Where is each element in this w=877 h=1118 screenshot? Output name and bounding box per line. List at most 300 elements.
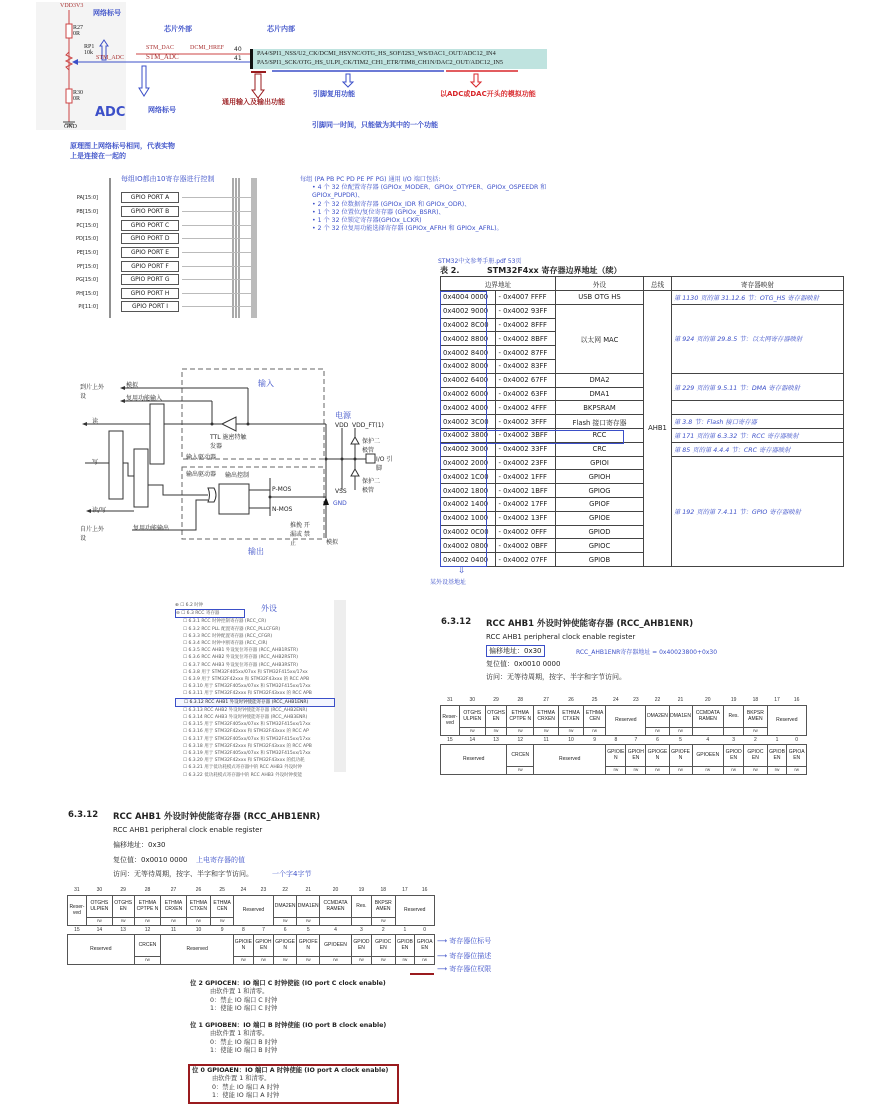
bit-field: Res. [351, 895, 371, 917]
addr-start: 0x4002 8800 [441, 332, 496, 346]
bit-number: 21 [305, 887, 311, 894]
pin-row-pa5: PA5/SPI1_SCK/OTG_HS_ULPI_CK/TIM2_CH1_ETR/TIM8_CH1N/DAC2_OUT/ADC12_IN5 [257, 59, 504, 66]
bit-field: GPIOH EN [626, 744, 646, 766]
manual-source-note: STM32中文参考手册.pdf 53页 [438, 258, 522, 265]
section-top-subtitle: RCC AHB1 peripheral clock enable register [486, 633, 636, 641]
section-bottom-subtitle: RCC AHB1 peripheral clock enable register [113, 826, 263, 834]
io-ttl: TTL 施密特触发器 [210, 434, 247, 450]
tree-item[interactable]: ☐ 6.3.19 用于 STM32F405xx/07xx 和 STM32F415xx/17xx [183, 751, 311, 757]
section-bottom-reset-note: 上电寄存器的值 [196, 856, 245, 864]
bit-access: rw [274, 917, 297, 925]
header-boundary: 边界地址 [441, 277, 556, 291]
bit-access: rw [186, 917, 211, 925]
bit-field: GPIOA EN [415, 934, 435, 956]
io-pin-label: I/O 引脚 [376, 456, 393, 472]
tree-item-rcc-registers[interactable]: ⊖ ☐ 6.3 RCC 寄存器 [175, 609, 245, 618]
table-row [441, 304, 844, 318]
bit-field: Reserved [767, 705, 806, 735]
register-bit-table-bottom [67, 886, 435, 965]
bit-access: rw [692, 766, 724, 774]
bus-cell: AHB1 [644, 291, 672, 567]
addr-start: 0x4002 1C00 [441, 470, 496, 484]
bit-field: Reserved [606, 705, 646, 735]
gpio-pins-pc: PC[15:0] [76, 223, 98, 229]
bit-number: 27 [543, 697, 549, 704]
peripheral: CRC [556, 442, 644, 456]
bit-access: rw [583, 727, 605, 735]
gpio-port-g: GPIO PORT G [121, 274, 179, 285]
bit-field: DMA2EN [646, 705, 669, 727]
bit-access: rw [724, 766, 744, 774]
bit-number: 18 [752, 697, 759, 704]
header-register-map: 寄存器映射 [672, 277, 844, 291]
addr-start: 0x4002 2000 [441, 456, 496, 470]
peripheral: GPIOI [556, 456, 644, 470]
alt-function-label: 引脚复用功能 [313, 90, 355, 98]
addr-end: - 0x4002 0BFF [496, 539, 556, 553]
section-bottom-offset: 偏移地址：0x30 [113, 841, 166, 849]
tree-item[interactable]: ☐ 6.3.13 RCC AHB2 外设时钟使能寄存器 (RCC_AHB2ENR) [183, 707, 308, 713]
gpio-port-h: GPIO PORT H [121, 288, 179, 299]
bit-field: GPIOD EN [351, 934, 371, 956]
bit-access: rw [320, 956, 352, 964]
bit-field: BKPSR AMEN [371, 895, 395, 917]
addr-start: 0x4002 3000 [441, 442, 496, 456]
addr-start: 0x4002 0800 [441, 539, 496, 553]
peripheral: BKPSRAM [556, 401, 644, 415]
gpio-arrow [182, 306, 252, 307]
bit-access [692, 727, 724, 735]
bit-desc-line: 1：使能 IO 端口 B 时钟 [210, 1047, 278, 1055]
rp1-value: 10k [84, 50, 93, 56]
bit-field: DMA1EN [297, 895, 320, 917]
bit-access: rw [669, 766, 692, 774]
tree-item[interactable]: ☐ 6.3.15 用于 STM32F405xx/07xx 和 STM32F415xx/17xx [183, 722, 311, 728]
bit-desc-line: 由软件置 1 和清零。 [210, 1030, 269, 1038]
r27-value: 0R [73, 31, 81, 37]
bit-field: BKPSR AMEN [744, 705, 767, 727]
addr-end: - 0x4002 1BFF [496, 484, 556, 498]
bit-desc-line: 由软件置 1 和清零。 [210, 988, 269, 996]
arrow-right-icon: ⟶ [437, 937, 450, 945]
net-stm-adc-left: STM_ADC [96, 55, 125, 61]
bit-number: 19 [358, 887, 365, 894]
bit-field: OTGHS EN [112, 895, 134, 917]
io-vdd: VDD [335, 422, 349, 429]
table-header-row [441, 277, 844, 291]
gpio-arrow [182, 252, 252, 253]
bit-field: Reserved [395, 895, 435, 925]
tree-item[interactable]: ☐ 6.3.7 RCC AHB3 外设复位寄存器 (RCC_AHB3RSTR) [183, 662, 298, 668]
addr-start: 0x4002 9000 [441, 304, 496, 318]
bit-field: CRCEN [134, 934, 161, 956]
table-row [441, 291, 844, 305]
bit-number: 3 [732, 736, 736, 743]
analog-function-label: 以ADC或DAC开头的模拟功能 [440, 90, 536, 98]
base-address-note: 某外设基地址 [430, 579, 467, 586]
io-alt-out: 复用功能输出 [133, 525, 170, 532]
tree-item[interactable]: ☐ 6.3.10 用于 STM32F405xx/07xx 和 STM32F415xx/17xx [183, 684, 311, 690]
bit-access: rw [669, 727, 692, 735]
gpio-pins-pf: PF[15:0] [76, 264, 98, 270]
addr-end: - 0x4002 3FFF [496, 415, 556, 429]
gpio-pins-pi: PI[11:0] [78, 304, 98, 310]
down-arrow-icon: ⇩ [458, 566, 466, 576]
bit-number: 24 [240, 887, 247, 894]
io-protect-diode-bottom: 保护二极管 [362, 478, 381, 494]
bit-number: 27 [170, 887, 177, 894]
bit-field: Reserved [161, 934, 233, 964]
bit-desc-line: 由软件置 1 和清零。 [212, 1075, 271, 1083]
bit-field: CRCEN [507, 744, 534, 766]
io-vss: VSS [335, 488, 347, 495]
adc-big-label: ADC [95, 105, 126, 120]
addr-start: 0x4002 8C00 [441, 318, 496, 332]
bit-field: GPIOGE N [274, 934, 297, 956]
addr-start: 0x4002 3800 [441, 428, 496, 442]
bit-number: 22 [654, 697, 661, 704]
bit-access: rw [161, 917, 186, 925]
section-top-offset: 偏移地址：0x30 [486, 645, 545, 657]
table-row [441, 373, 844, 387]
bit-field: GPIOIE N [233, 934, 253, 956]
bit-desc-title: 位 1 GPIOBEN：IO 端口 B 时钟使能 (IO port B clock enable) [190, 1022, 387, 1029]
bit-number: 30 [469, 697, 476, 704]
bit-number: 11 [170, 926, 177, 933]
peripheral: 以太网 MAC [556, 304, 644, 373]
bit-number: 13 [493, 736, 499, 743]
io-power-label: 电源 [335, 411, 351, 420]
bit-field: ETHMA CTXEN [559, 705, 584, 727]
register-map-empty [672, 401, 844, 415]
register-map-link[interactable]: 第 171 页的第 6.3.32 节：RCC 寄存器映射 [672, 428, 844, 442]
peripheral: DMA2 [556, 373, 644, 387]
bit-number: 14 [469, 736, 476, 743]
table-caption: STM32F4xx 寄存器边界地址（续） [487, 266, 622, 275]
register-map-link[interactable]: 第 924 页的第 29.8.5 节：以太网寄存器映射 [672, 304, 844, 373]
peripheral: GPIOF [556, 497, 644, 511]
gpio-pins-ph: PH[15:0] [76, 291, 98, 297]
tree-item[interactable]: ☐ 6.3.6 RCC AHB2 外设复位寄存器 (RCC_AHB2RSTR) [183, 655, 298, 661]
bit-number: 15 [74, 926, 80, 933]
bit-access: rw [415, 956, 435, 964]
table-row [441, 415, 844, 429]
peripheral: DMA1 [556, 387, 644, 401]
section-top-addr-note: RCC_AHB1ENR寄存器地址 = 0x40023800+0x30 [576, 649, 718, 656]
tree-scrollbar[interactable] [334, 600, 346, 772]
bit-number: 20 [705, 697, 711, 704]
legend-bit-access [437, 964, 491, 974]
bit-access: rw [507, 766, 534, 774]
table-row [441, 442, 844, 456]
bit-field: CCMDATA RAMEN [692, 705, 724, 727]
io-read-write: 读/写 [92, 507, 107, 514]
bit-number: 28 [517, 697, 524, 704]
bit-field: ETHMA CRXEN [534, 705, 559, 727]
peripheral: GPIOB [556, 553, 644, 567]
bit-access: rw [233, 956, 253, 964]
bit-access: rw [606, 766, 626, 774]
section-bottom-access-note: 一个字4字节 [272, 870, 312, 878]
section-top-title: RCC AHB1 外设时钟使能寄存器 (RCC_AHB1ENR) [486, 619, 694, 629]
bit-access: rw [744, 727, 767, 735]
bit-field: GPIOD EN [724, 744, 744, 766]
bit-access: rw [371, 956, 395, 964]
tree-item[interactable]: ☐ 6.3.3 RCC 时钟配置寄存器 (RCC_CFGR) [183, 633, 273, 639]
bit-field: Reserved [441, 744, 507, 774]
addr-end: - 0x4002 87FF [496, 346, 556, 360]
gpio-arrow [182, 238, 252, 239]
bit-access: rw [371, 917, 395, 925]
tree-item-ahb1enr-selected[interactable]: ☐ 6.3.12 RCC AHB1 外设时钟使能寄存器 (RCC_AHB1ENR) [175, 698, 335, 707]
register-list-item: • 1 个 32 位置位/复位寄存器 (GPIOx_BSRR)、 [312, 208, 445, 216]
register-list-item: • 1 个 32 位锁定寄存器(GPIOx_LCKR) [312, 217, 422, 225]
bit-access: rw [646, 727, 669, 735]
addr-start: 0x4002 6000 [441, 387, 496, 401]
bit-field: DMA2EN [274, 895, 297, 917]
pin-function-box [250, 49, 547, 69]
section-bottom-access: 访问：无等待周期，按字、半字和字节访问。 [113, 870, 253, 878]
io-from-peripheral: 自片上外设 [80, 526, 105, 542]
addr-start: 0x4002 1000 [441, 511, 496, 525]
bit-field: OTGHS ULPIEN [459, 705, 485, 727]
io-input-driver: 输入驱动器 [186, 454, 217, 461]
io-pmos: P-MOS [272, 486, 292, 493]
gnd-label: GND [64, 124, 77, 130]
tree-item[interactable]: ⊕ ☐ 6.2 时钟 [175, 603, 204, 608]
bit-number: 7 [634, 736, 638, 743]
io-protect-diode-top: 保护二极管 [362, 438, 381, 454]
tree-item[interactable]: ☐ 6.3.2 RCC PLL 配置寄存器 (RCC_PLLCFGR) [183, 626, 281, 632]
section-bottom-number: 6.3.12 [68, 810, 99, 820]
bit-access: rw [351, 956, 371, 964]
bit-number: 17 [402, 887, 408, 894]
bit-number: 8 [614, 736, 618, 743]
bit-number: 3 [360, 926, 363, 933]
net-stm-dac: STM_DAC [146, 45, 175, 51]
rcc-row-highlight [440, 430, 624, 444]
bit-access: rw [395, 956, 415, 964]
gpio-port-c: GPIO PORT C [121, 220, 179, 231]
register-map-link[interactable]: 第 3.8 节：Flash 接口寄存器 [672, 415, 844, 429]
section-top-access: 访问：无等待周期，按字、半字和字节访问。 [486, 673, 626, 681]
gpio-pins-pg: PG[15:0] [75, 277, 98, 283]
addr-end: - 0x4002 0FFF [496, 525, 556, 539]
bit-field: ETHMA CPTPE N [507, 705, 534, 727]
gpio-function-label: 通用输入及输出功能 [222, 98, 285, 106]
bit-access [724, 727, 744, 735]
bit-access: rw [297, 956, 320, 964]
bit-number: 15 [447, 736, 453, 743]
bit-access: rw [744, 766, 767, 774]
bit-number: 2 [381, 926, 385, 933]
bit-access: rw [626, 766, 646, 774]
bit-field: CCMDATA RAMEN [320, 895, 352, 917]
addr-start: 0x4002 3C00 [441, 415, 496, 429]
net-label-annotation-top: 网络标号 [93, 9, 121, 17]
io-write: 写 [92, 459, 99, 466]
gpio-port-a: GPIO PORT A [121, 192, 179, 203]
addr-end: - 0x4002 07FF [496, 553, 556, 567]
gpio-pins-pb: PB[15:0] [76, 209, 98, 215]
bit-description-gpioben [190, 1022, 386, 1056]
gpio-pins-pe: PE[15:0] [76, 250, 98, 256]
peripheral: RCC [556, 428, 644, 442]
bit-number: 17 [774, 697, 780, 704]
addr-end: - 0x4002 93FF [496, 304, 556, 318]
table-row [441, 401, 844, 415]
legend-label: 寄存器位权限 [449, 965, 492, 973]
gpio-arrow [182, 197, 252, 198]
pin-number-40: 40 [234, 46, 242, 53]
addr-start: 0x4002 1400 [441, 497, 496, 511]
one-function-note: 引脚同一时间，只能做为其中的一个功能 [312, 121, 438, 129]
addr-end: - 0x4002 33FF [496, 442, 556, 456]
bit-number: 10 [568, 736, 574, 743]
legend-label: 寄存器位描述 [449, 952, 492, 960]
bit-number: 24 [613, 697, 619, 704]
bit-number: 31 [447, 697, 453, 704]
pin-number-41: 41 [234, 55, 242, 62]
bit-number: 8 [242, 926, 245, 933]
bit-number: 5 [679, 736, 682, 743]
gpio-port-b: GPIO PORT B [121, 206, 179, 217]
io-analog-bottom: 模拟 [326, 539, 339, 546]
bit-access: rw [507, 727, 534, 735]
peripheral: GPIOH [556, 470, 644, 484]
arrow-right-icon: ⟶ [437, 952, 450, 960]
bit-number: 14 [96, 926, 103, 933]
tree-item[interactable]: ☐ 6.3.1 RCC 时钟控制寄存器 (RCC_CR) [183, 619, 267, 625]
bit-field: ETHMA CPTPE N [134, 895, 161, 917]
net-stm-adc-right: STM_ADC [146, 53, 179, 61]
bit-field: GPIOEEN [692, 744, 724, 766]
bit-number: 9 [593, 736, 596, 743]
register-bit-table-top [440, 696, 807, 775]
net-dcmi-href: DCMI_HREF [190, 45, 225, 51]
tree-item[interactable]: ☐ 6.3.21 用于低功耗模式寄存器中的 RCC AHB3 外设时钟 [183, 765, 303, 771]
bit-desc-line: 0：禁止 IO 端口 C 时钟 [210, 996, 278, 1004]
bit-number: 12 [144, 926, 151, 933]
bit-number: 11 [543, 736, 549, 743]
addr-start: 0x4002 1800 [441, 484, 496, 498]
bit-number: 0 [795, 736, 799, 743]
bit-field: ETHMA CRXEN [161, 895, 186, 917]
register-map-link[interactable]: 第 192 页的第 7.4.11 节：GPIO 寄存器映射 [672, 456, 844, 566]
tree-item[interactable]: ☐ 6.3.11 用于 STM32F42xxx 和 STM32F43xxx 的 RCC APB [183, 691, 312, 697]
bit-field: GPIOFE N [297, 934, 320, 956]
gpio-arrow [182, 279, 252, 280]
bit-desc-line: 0：禁止 IO 端口 A 时钟 [212, 1083, 280, 1091]
bit-field: GPIOB EN [395, 934, 415, 956]
register-list-item: • 2 个 32 位复用功能选择寄存器 (GPIOx_AFRH 和 GPIOx_AFRL)。 [312, 225, 503, 233]
bit-desc-line: 1：使能 IO 端口 C 时钟 [210, 1005, 278, 1013]
r30-label: R30 [73, 90, 84, 96]
addr-end: - 0x4002 1FFF [496, 470, 556, 484]
io-gnd-label: GND [333, 500, 347, 507]
bit-description-gpiocen [190, 980, 386, 1014]
bit-access: rw [134, 917, 161, 925]
bit-description-gpioaen-highlight [188, 1064, 399, 1104]
bit-number: 30 [96, 887, 103, 894]
addr-end: - 0x4007 FFFF [496, 291, 556, 305]
bit-access: rw [211, 917, 234, 925]
bit-number: 16 [421, 887, 428, 894]
register-map-link[interactable]: 第 229 页的第 9.5.11 节：DMA 寄存器映射 [672, 373, 844, 401]
tree-item[interactable]: ☐ 6.3.14 RCC AHB3 外设时钟使能寄存器 (RCC_AHB3ENR) [183, 715, 308, 721]
bit-number: 25 [219, 887, 225, 894]
tree-item[interactable]: ☐ 6.3.4 RCC 时钟中断寄存器 (RCC_CIR) [183, 641, 268, 647]
bit-number: 28 [144, 887, 151, 894]
addr-start: 0x4002 0400 [441, 553, 496, 567]
bit-access: rw [459, 727, 485, 735]
bit-field: Reserved [68, 934, 135, 964]
addr-end: - 0x4002 8BFF [496, 332, 556, 346]
gpio-port-i: GPIO PORT I [121, 301, 179, 312]
addr-start: 0x4004 0000 [441, 291, 496, 305]
peripheral: Flash 接口寄存器 [556, 415, 644, 429]
peripheral: GPIOC [556, 539, 644, 553]
bit-number: 4 [334, 926, 337, 933]
addr-end: - 0x4002 17FF [496, 497, 556, 511]
register-map-link[interactable]: 第 85 页的第 4.4.4 节：CRC 寄存器映射 [672, 442, 844, 456]
io-nmos: N-MOS [272, 506, 293, 513]
tree-item[interactable]: ☐ 6.3.8 用于 STM32F405xx/07xx 和 STM32F415xx/17xx [183, 669, 308, 675]
bit-access: rw [134, 956, 161, 964]
bit-field: GPIOIE N [606, 744, 626, 766]
bit-number: 23 [633, 697, 639, 704]
section-top-number: 6.3.12 [441, 617, 472, 627]
address-table [440, 276, 844, 567]
bit-access [320, 917, 352, 925]
tree-item[interactable]: ☐ 6.3.16 用于 STM32F42xxx 和 STM32F43xxx 的 RCC AP [183, 729, 309, 735]
arrow-right-icon: ⟶ [437, 965, 450, 973]
tree-item[interactable]: ☐ 6.3.5 RCC AHB1 外设复位寄存器 (RCC_AHB1RSTR) [183, 648, 298, 654]
tree-item[interactable]: ☐ 6.3.18 用于 STM32F42xxx 和 STM32F43xxx 的 RCC APB [183, 743, 312, 749]
tree-item[interactable]: ☐ 6.3.22 低功耗模式寄存器中的 RCC AHB3 外设时钟使能 [183, 772, 303, 778]
peripheral: GPIOD [556, 525, 644, 539]
bit-access: rw [767, 766, 787, 774]
gpio-register-list [300, 176, 580, 233]
r27-label: R27 [73, 25, 84, 31]
bit-field: GPIOGE N [646, 744, 669, 766]
bit-field: Reserved [534, 744, 606, 774]
register-map-link[interactable]: 第 1130 页的第 31.12.6 节：OTG_HS 寄存器映射 [672, 291, 844, 305]
bit-field: Reser-ved [441, 705, 460, 735]
bit-number: 25 [591, 697, 598, 704]
tree-item[interactable]: ☐ 6.3.9 用于 STM32F42xxx 和 STM32F43xxx 的 RCC APB [183, 677, 310, 683]
bit-number: 4 [706, 736, 710, 743]
bit-field: ETHMA CEN [583, 705, 605, 727]
bit-number: 19 [730, 697, 737, 704]
peripheral: USB OTG HS [556, 291, 644, 305]
io-output-driver: 输出驱动器 [186, 471, 217, 478]
tree-item[interactable]: ☐ 6.3.17 用于 STM32F405xx/07xx 和 STM32F415xx/17xx [183, 736, 311, 742]
bit-number: 10 [195, 926, 202, 933]
bit-access: rw [253, 956, 273, 964]
net-label-annotation-bottom: 网络标号 [148, 106, 176, 114]
gpio-arrow [182, 266, 252, 267]
addr-end: - 0x4002 4FFF [496, 401, 556, 415]
tree-item[interactable]: ☐ 6.3.20 用于 STM32F42xxx 和 STM32F43xxx 的低功耗 [183, 758, 305, 764]
chip-inside-label: 芯片内部 [267, 25, 295, 33]
bit-number: 1 [403, 926, 407, 933]
bit-field: GPIOFE N [669, 744, 692, 766]
bit-number: 0 [423, 926, 427, 933]
addr-end: - 0x4002 83FF [496, 359, 556, 373]
bit-number: 7 [262, 926, 265, 933]
bit-access: rw [112, 917, 134, 925]
